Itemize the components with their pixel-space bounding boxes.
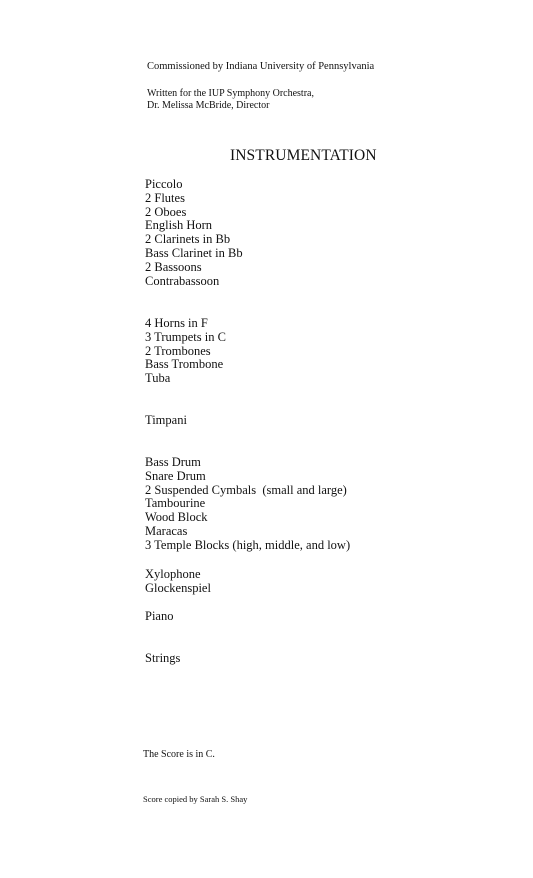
instrument-item: 3 Trumpets in C [145,329,226,344]
mallets-group [145,568,211,596]
instrument-item: Piccolo [145,177,183,191]
instrument-item: 2 Bassoons [145,259,202,274]
instrument-item: Maracas [145,523,188,538]
instrument-item: Timpani [145,413,187,427]
instrument-item: Snare Drum [145,468,206,483]
instrument-item: 2 Trombones [145,343,211,358]
commission-line: Commissioned by Indiana University of Pennsylvania [147,61,375,72]
woodwinds-group [145,178,243,288]
director-line: Dr. Melissa McBride, Director [147,100,270,111]
instrument-item: Bass Clarinet in Bb [145,245,243,260]
written-for-line: Written for the IUP Symphony Orchestra, [147,88,314,99]
instrument-item: Bass Trombone [145,357,224,372]
copyist-credit: Score copied by Sarah S. Shay [143,794,248,804]
instrument-item: Contrabassoon [145,273,220,288]
instrument-item: English Horn [145,218,213,233]
instrument-item: Tambourine [145,496,206,511]
instrument-item: 2 Suspended Cymbals (small and large) [145,482,347,497]
instrument-item: Tuba [145,371,171,386]
timpani-group [145,414,187,428]
percussion-group [145,456,350,553]
instrument-item: Piano [145,609,174,623]
instrument-item: 3 Temple Blocks (high, middle, and low) [145,537,351,552]
instrument-item: 2 Clarinets in Bb [145,232,231,247]
instrument-item: Glockenspiel [145,580,211,595]
instrument-item: Wood Block [145,510,208,525]
score-key-note: The Score is in C. [143,749,215,760]
instrument-item: 2 Oboes [145,204,187,219]
instrument-item: 4 Horns in F [145,316,208,330]
strings-group [145,652,180,666]
instrumentation-heading: INSTRUMENTATION [230,147,377,164]
instrument-item: Bass Drum [145,455,201,469]
brass-group [145,317,226,386]
instrument-item: 2 Flutes [145,190,185,205]
instrument-item: Xylophone [145,567,201,581]
piano-group [145,610,173,624]
instrument-item: Strings [145,651,181,665]
